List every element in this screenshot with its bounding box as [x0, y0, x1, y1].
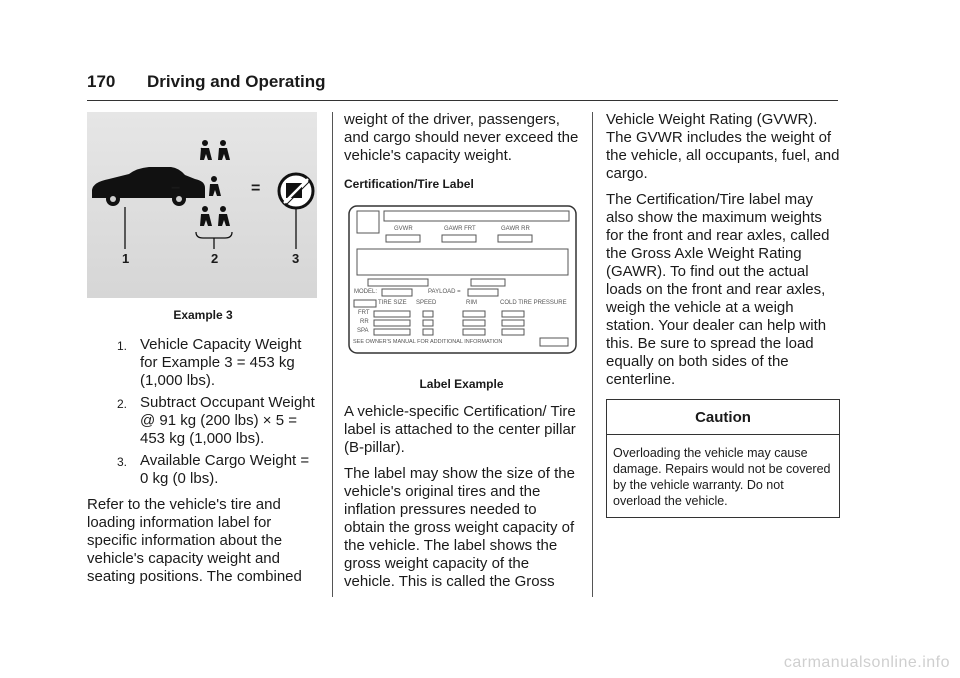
paragraph: The Certification/Tire label may also show the maximum weights for the front and rear axles, called the Gross Axle Weight Rating (GAWR). To find out the actual loads on the front and rear axles, weigh the vehicle at a weigh station. Your dealer can help with this. Be sure to spread the load equally on both sides of the centerline.	[606, 191, 830, 388]
column-2	[344, 111, 579, 591]
column-divider-2	[592, 112, 593, 597]
label-gawr-rr: GAWR RR	[501, 226, 530, 232]
label-cold-tire-pressure: COLD TIRE PRESSURE	[500, 300, 567, 306]
list-item: 1. Vehicle Capacity Weight for Example 3 = 453 kg (1,000 lbs).	[117, 336, 302, 389]
callout-1: 1	[122, 251, 130, 266]
figure-caption-label-example: Label Example	[419, 377, 504, 391]
callout-2: 2	[211, 251, 219, 266]
column-1	[87, 112, 319, 586]
section-title: Driving and Operating	[147, 72, 326, 91]
label-tire-size: TIRE SIZE	[378, 300, 407, 306]
caution-heading: Caution	[607, 400, 839, 435]
label-footer: SEE OWNER'S MANUAL FOR ADDITIONAL INFORMATION	[353, 339, 503, 345]
paragraph: Vehicle Weight Rating (GVWR). The GVWR includes the weight of the vehicle, all occupants, fuel, and cargo.	[606, 111, 840, 182]
label-frt: FRT	[358, 310, 370, 316]
tire-label-illustration	[348, 205, 578, 355]
column-divider-1	[332, 112, 333, 597]
minus-sign: −	[171, 180, 181, 197]
label-spa: SPA	[357, 328, 369, 334]
column-3	[606, 111, 840, 518]
list-item: 3. Available Cargo Weight = 0 kg (0 lbs).	[117, 452, 310, 487]
list-item: 2. Subtract Occupant Weight @ 91 kg (200 lbs) × 5 = 453 kg (1,000 lbs).	[117, 394, 315, 447]
callout-3: 3	[292, 251, 300, 266]
paragraph: weight of the driver, passengers, and cargo should never exceed the vehicle's capacity weight.	[344, 111, 579, 164]
figure-caption-example-3: Example 3	[173, 308, 233, 322]
label-gvwr: GVWR	[394, 226, 413, 232]
car-icon	[92, 167, 205, 206]
label-payload: PAYLOAD =	[428, 289, 461, 295]
capacity-example-figure	[87, 112, 317, 298]
watermark: carmanualsonline.info	[783, 654, 950, 671]
occupant-icons	[200, 140, 230, 226]
label-speed: SPEED	[416, 300, 437, 306]
label-rr: RR	[360, 319, 369, 325]
label-gawr-frt: GAWR FRT	[444, 226, 476, 232]
paragraph: The label may show the size of the vehicle's original tires and the inflation pressures needed to obtain the gross weight capacity of the vehicle. The label shows the gross weight capacity of the vehicle. This is called the Gross	[344, 465, 575, 590]
label-model: MODEL:	[354, 289, 378, 295]
subheading-certification-label: Certification/Tire Label	[344, 177, 474, 191]
page-number: 170	[87, 72, 116, 91]
label-rim: RIM	[466, 300, 477, 306]
caution-box	[606, 399, 840, 518]
page-header	[87, 70, 838, 101]
calculation-list	[87, 336, 319, 488]
caution-text: Overloading the vehicle may cause damage. Repairs would not be covered by the vehicle warranty. Do not overload the vehicle.	[613, 446, 831, 508]
no-cargo-icon	[279, 174, 313, 208]
paragraph: Refer to the vehicle's tire and loading information label for specific information about the vehicle's capacity weight and seating positions. The combined	[87, 496, 302, 585]
equals-sign: =	[251, 180, 261, 197]
paragraph: A vehicle-specific Certification/ Tire label is attached to the center pillar (B-pillar).	[344, 403, 576, 456]
